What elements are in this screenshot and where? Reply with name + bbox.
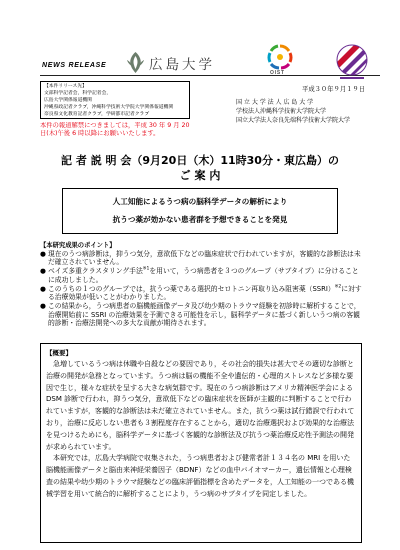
- overview-heading: 【概要】: [46, 349, 72, 357]
- embargo-notice: 本件の報道解禁につきましては，平成 30 年 9 月 20 日(木)午後 6 時以降にお願いいたします。: [40, 122, 190, 137]
- point-item: [40, 285, 362, 302]
- bullet-marker: ●: [40, 284, 46, 293]
- point-text: 現在のうつ病診断は，抑うつ気分，意欲低下などの臨床症状で行われていますが，客観的な診断法は未だ確立されていません。: [48, 250, 361, 267]
- release-date: 平成３０年９月１９日: [302, 86, 365, 93]
- point-text: この結果から，うつ病患者の脳機能画像データ及び幼少期のトラウマ経験を初診時に解析することで，治療開始前に SSRI の治療効果を予測できる可能性を示し，脳科学データに基づく新しいうつ病の客観的診断・治療法開発への多大な貢献が期待されます。: [48, 302, 361, 328]
- release-destinations-heading: 【本件リリース先】: [44, 84, 87, 89]
- headline-line: 抗うつ薬が効かない患者群を予想できることを発見: [112, 215, 288, 224]
- hiroshima-university-emblem-icon: [125, 51, 146, 74]
- event-title-line: 記 者 説 明 会（9月20日（木）11時30分・東広島）の: [61, 154, 339, 167]
- hiroshima-university-logo-text: 広島大学: [149, 57, 215, 73]
- overview-paragraph: 急増しているうつ病は休職や自殺などの要因であり，その社会的損失は甚大でその適切な診断と治療の開発が急務となっています。うつ病は脳の機能不全や遺伝的・心理的ストレスなど多様な要因で生じ，様々な症状を呈する大きな病気群です。現在のうつ病診断はアメリカ精神医学会による DSM 診断で行われ，抑うつ気分，意欲低下などの臨床症状を医師が主観的に判断することで行われていますが，客観的な診断法は未だ確立されていません。また，抗うつ薬は試行錯誤で行われており，治療に反応しない患者も３割程度存在することから，適切な治療選択および効果的な治療法を見つけるためにも，脳科学データに基づく客観的な診断法及び抗うつ薬治療反応性予測法の開発が求められています。: [46, 360, 355, 451]
- headline-line: 人工知能によるうつ病の脳科学データの解析により: [112, 197, 288, 206]
- point-text-continued: に対する治療効果が低いことがわかりました。: [48, 284, 362, 302]
- release-destination-line: 広島大学関係報道機関: [44, 98, 92, 103]
- footnote-ref: ※2: [334, 284, 342, 290]
- point-text: ベイズ多重クラスタリング手法: [48, 267, 143, 276]
- news-release-label: NEWS RELEASE: [42, 62, 107, 69]
- release-destination-line: 文部科学記者会，科学記者会，: [44, 91, 112, 96]
- institution-list: [236, 98, 396, 125]
- point-text: このうちの１つのグループでは，抗うつ薬である選択的セロトニン再取り込み阻害薬（SSRI）: [48, 284, 335, 293]
- release-destination-line: 沖縄県政記者クラブ，沖縄科学技術大学院大学関係報道機関: [44, 105, 174, 110]
- overview-paragraph: 本研究では，広島大学病院で収集された，うつ病患者および健常者計１３４名の MRI を用いた脳機能画像データと脳由来神経栄養因子（BDNF）などの血中バイオマーカー，遺伝情報と心理検査の結果や幼少期のトラウマ経験などの臨床評価指標を含めたデータを，人工知能の一つである機械学習を用いて統合的に解析することにより，うつ病のサブタイプを同定しました。: [46, 454, 354, 498]
- institution-name: 国立大学法人奈良先端科学技術大学院大学: [236, 117, 351, 124]
- header-divider: [40, 75, 380, 76]
- headline-box: [62, 188, 338, 234]
- points-heading: 【本研究成果のポイント】: [40, 242, 116, 249]
- footnote-ref: ※1: [142, 267, 150, 273]
- bullet-marker: ●: [40, 250, 46, 258]
- point-item: [40, 250, 362, 267]
- bullet-marker: ●: [40, 302, 46, 311]
- points-list: [40, 250, 362, 336]
- point-text-continued: を用いて，うつ病患者を３つのグループ（サブタイプ）に分けることに成功しました。: [48, 267, 359, 284]
- oist-logo-icon: [259, 43, 301, 71]
- release-destination-line: 奈良県文化教育記者クラブ，学研都市記者クラブ: [44, 112, 150, 117]
- institution-name: 学校法人沖縄科学技術大学院大学: [236, 108, 327, 115]
- bullet-marker: ●: [40, 267, 46, 276]
- release-destinations-box: [40, 81, 190, 119]
- point-item: [40, 302, 362, 327]
- overview-box: [40, 343, 362, 543]
- event-title-line: ご 案 内: [179, 169, 221, 182]
- institution-name: 国 立 大 学 法 人 広 島 大 学: [236, 99, 314, 106]
- event-title: [0, 153, 400, 183]
- naist-logo-icon: [332, 42, 372, 82]
- oist-logo-text: OIST: [270, 70, 285, 76]
- point-item: [40, 267, 362, 284]
